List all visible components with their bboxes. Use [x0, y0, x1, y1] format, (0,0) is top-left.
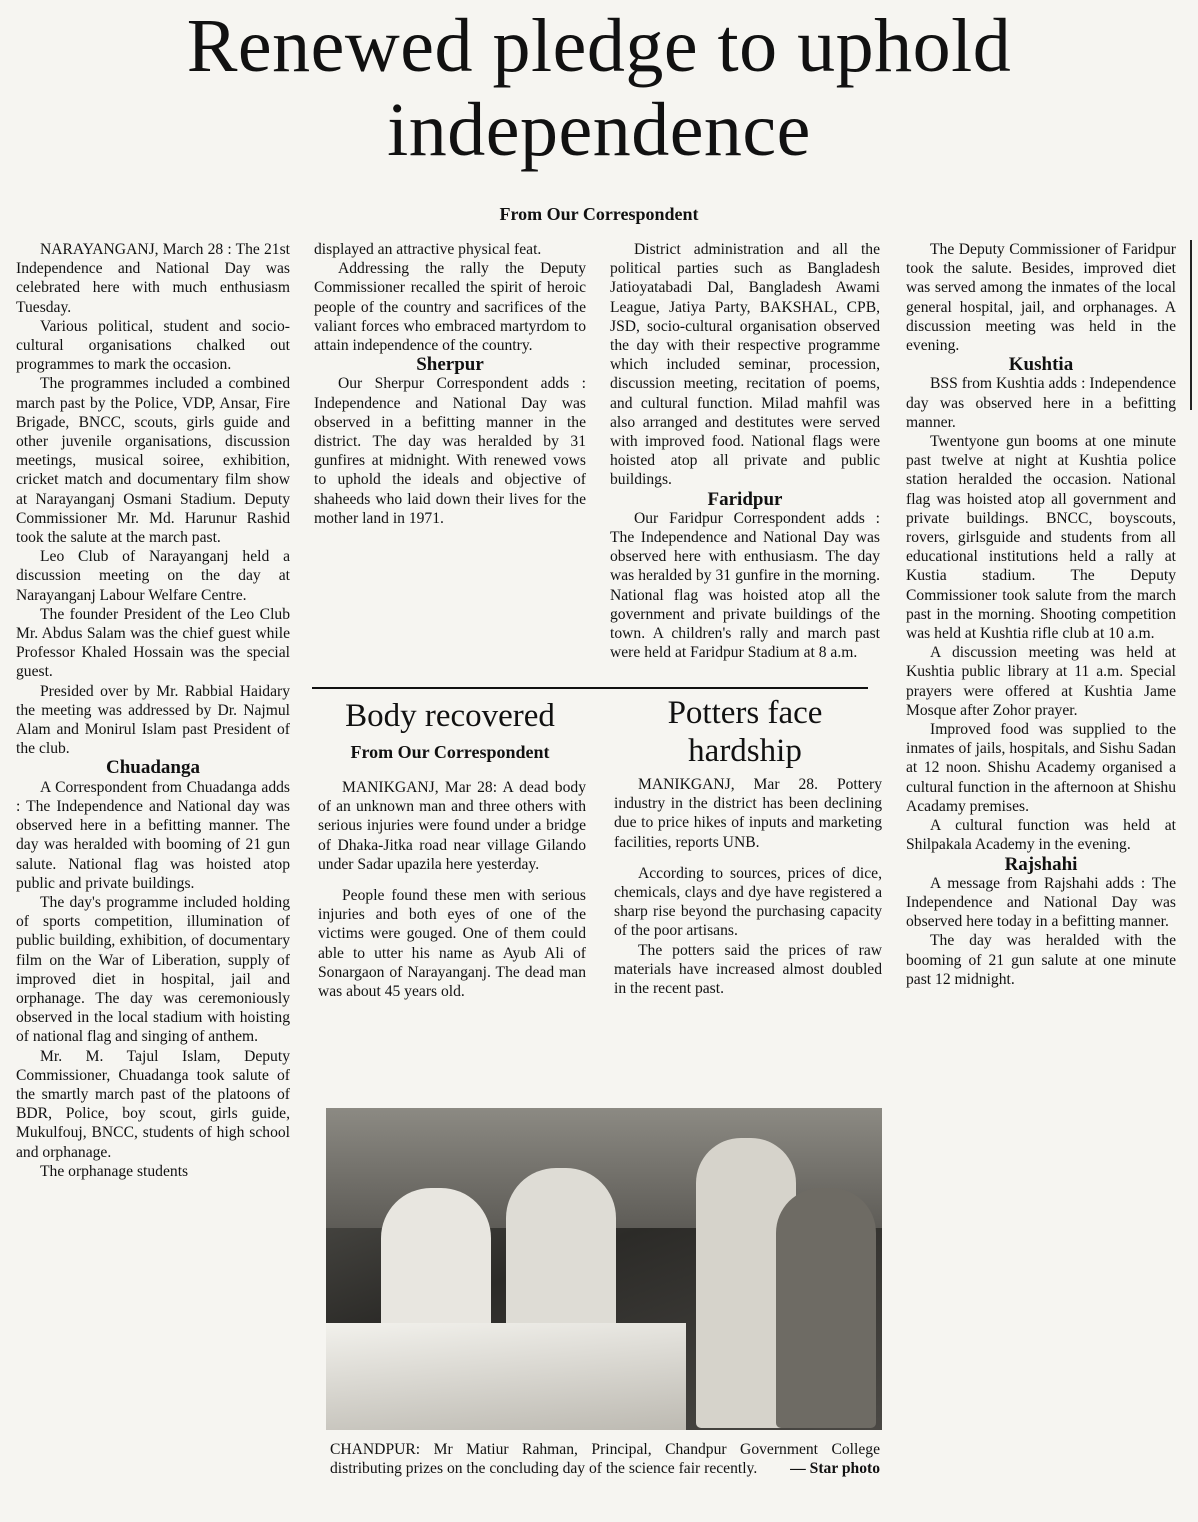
subhead-faridpur: Faridpur	[707, 488, 783, 510]
subhead-chuadanga: Chuadanga	[106, 757, 200, 779]
paragraph: The programmes included a combined march past by the Police, VDP, Ansar, Fire Brigade, BNCC, scouts, girls guide and other juvenile organisations, discussion meetings, musical soiree, exhibition, cricket match and documentary film show at Narayanganj Osmani Stadium. Deputy Commissioner Mr. Md. Harunur Rashid took the salute at the march past.	[16, 375, 290, 547]
paragraph: District administration and all the political parties such as Bangladesh Jatioyatabadi Dal, Bangladesh Awami League, Jatiya Party, BAKSHAL, CPB, JSD, socio-cultural organisation observed the day with their respective programme which included seminar, procession, discussion meeting, recitation of poems, and cultural function. Milad mahfil was also arranged and destitutes were served with improved food. National flags were hoisted atop all private and public buildings.	[610, 241, 880, 489]
paragraph: The orphanage students	[40, 1162, 189, 1180]
body-recovered-title: Body recovered	[345, 698, 555, 734]
paragraph: The day was heralded with the booming of 21 gun salute at one minute past 12 midnight.	[906, 932, 1176, 988]
paragraph: A message from Rajshahi adds : The Independence and National Day was observed here today in a befitting manner.	[906, 874, 1176, 931]
body-recovered-byline: From Our Correspondent	[350, 742, 550, 762]
paragraph: Addressing the rally the Deputy Commissioner recalled the spirit of heroic people of the country and sacrifices of the valiant forces who embraced martyrdom to attain independence of the country.	[314, 260, 586, 355]
paragraph: Various political, student and socio-cultural organisations chalked out programmes to mark the occasion.	[16, 317, 290, 374]
subhead-rajshahi: Rajshahi	[1004, 853, 1078, 875]
paragraph: Mr. M. Tajul Islam, Deputy Commissioner, Chuadanga took salute of the smartly march past of the platoons of BDR, Police, boy scout, girls guide, Mukulfouj, BNCC, students of high school and orphanage.	[16, 1047, 290, 1161]
paragraph: People found these men with serious injuries and both eyes of one of the victims were gouged. One of them could able to utter his name as Ayub Ali of Sonargaon of Narayanganj. The dead man was about 45 years old.	[318, 887, 586, 1001]
paragraph: A cultural function was held at Shilpakala Academy in the evening.	[906, 817, 1176, 854]
news-photo	[326, 1108, 882, 1430]
paragraph: A discussion meeting was held at Kushtia public library at 11 a.m. Special prayers were offered at Kushtia Jame Mosque after Zohor prayer.	[906, 644, 1176, 719]
subhead-kushtia: Kushtia	[1008, 354, 1074, 376]
column-2	[314, 240, 586, 528]
potters-text	[614, 775, 882, 998]
byline: From Our Correspondent	[499, 204, 699, 224]
paragraph: The founder President of the Leo Club Mr. Abdus Salam was the chief guest while Professor Khaled Hossain was the special guest.	[16, 605, 290, 681]
paragraph: Improved food was supplied to the inmates of jails, hospitals, and Sishu Sadan at 12 noon. Shishu Academy organised a cultural function in the afternoon at Shishu Acadamy premises.	[906, 721, 1176, 815]
photo-table	[326, 1323, 686, 1430]
headline: Renewed pledge to uphold independence	[186, 4, 1012, 172]
column-4	[906, 240, 1176, 989]
paragraph: Our Sherpur Correspondent adds : Independence and National Day was observed in a befitting manner in the district. The day was heralded by 31 gunfires at midnight. With renewed vows to uphold the ideals and objective of shaheeds who laid down their lives for the mother land in 1971.	[314, 375, 586, 527]
column-3	[610, 240, 880, 662]
column-1	[16, 240, 290, 1181]
photo-credit: — Star photo	[790, 1460, 880, 1477]
column-edge-rule	[1190, 240, 1192, 410]
paragraph: The potters said the prices of raw materials have increased almost doubled in the recent past.	[614, 941, 882, 998]
paragraph: Our Faridpur Correspondent adds : The Independence and National Day was observed here with enthusiasm. The day was heralded by 31 gunfire in the morning. National flag was hoisted atop all the government and private buildings of the town. A children's rally and march past were held at Faridpur Stadium at 8 a.m.	[610, 509, 880, 662]
paragraph: NARAYANGANJ, March 28 : The 21st Independence and National Day was celebrated here with much enthusiasm Tuesday.	[16, 241, 290, 316]
paragraph: MANIKGANJ, Mar 28. Pottery industry in the district has been declining due to price hikes of inputs and marketing facilities, reports UNB.	[614, 776, 882, 851]
paragraph: Presided over by Mr. Rabbial Haidary the meeting was addressed by Dr. Najmul Alam and Monirul Islam past President of the club.	[16, 682, 290, 758]
paragraph: A Correspondent from Chuadanga adds : The Independence and National day was observed here in a befitting manner. The day was heralded with booming of 21 gun salute. National flag was hoisted atop public and private buildings.	[16, 778, 290, 892]
paragraph: Leo Club of Narayanganj held a discussion meeting on the day at Narayanganj Labour Welfare Centre.	[16, 548, 290, 604]
paragraph: BSS from Kushtia adds : Independence day was observed here in a befitting manner.	[906, 375, 1176, 431]
paragraph: The day's programme included holding of sports competition, illumination of public building, exhibition, of documentary film on the War of Liberation, supply of improved diet in hospital, jail and orphanage. The day was ceremoniously observed in the local stadium with hoisting of national flag and singing of anthem.	[16, 893, 290, 1046]
photo-caption	[330, 1440, 880, 1478]
subhead-sherpur: Sherpur	[416, 354, 484, 376]
section-divider	[312, 687, 868, 689]
paragraph: The Deputy Commissioner of Faridpur took the salute. Besides, improved diet was served among the inmates of the local general hospital, jail, and orphanages. A discussion meeting was held in the evening.	[906, 241, 1176, 355]
potters-title: Potters face hardship	[667, 695, 823, 769]
caption-text: CHANDPUR: Mr Matiur Rahman, Principal, Chandpur Government College distributing prizes on the concluding day of the science fair recently.	[330, 1441, 880, 1477]
paragraph: displayed an attractive physical feat.	[314, 241, 542, 258]
paragraph: Twentyone gun booms at one minute past twelve at night at Kushtia police station heralded the occasion. National flag was hoisted atop all government and private buildings. BNCC, boyscouts, rovers, girlsguide and students from all educational institutions held a rally at Kustia stadium. The Deputy Commissioner took salute from the march past in the morning. Shooting competition was held at Kushtia rifle club at 10 a.m.	[906, 433, 1176, 643]
paragraph: MANIKGANJ, Mar 28: A dead body of an unknown man and three others with serious injuries were found under a bridge of Dhaka-Jitka road near village Gilando under Sadar upazila here yesterday.	[318, 779, 586, 873]
paragraph: According to sources, prices of dice, chemicals, clays and dye have registered a sharp rise beyond the purchasing capacity of the poor artisans.	[614, 864, 882, 940]
body-recovered-text	[318, 778, 586, 1001]
photo-figure-woman	[776, 1188, 876, 1428]
